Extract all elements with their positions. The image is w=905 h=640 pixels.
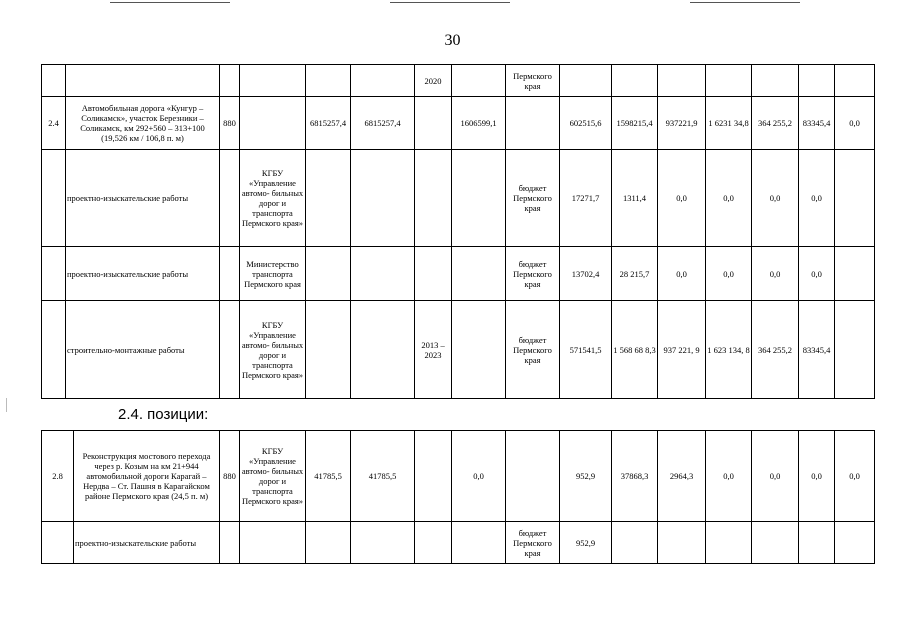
estimated-cost-cell	[306, 522, 351, 564]
year-value-4-cell: 0,0	[706, 150, 752, 247]
executor-cell: КГБУ «Управление автомо- бильных дорог и транспорта Пермского края»	[240, 301, 306, 399]
year-value-6-cell: 0,0	[799, 431, 835, 522]
year-value-2-cell	[612, 65, 658, 97]
row-number-cell: 2.4	[42, 97, 66, 150]
year-value-3-cell: 937221,9	[658, 97, 706, 150]
previous-years-cell	[452, 301, 506, 399]
period-cell: 2020	[415, 65, 452, 97]
total-cost-cell	[351, 522, 415, 564]
year-value-7-cell	[835, 247, 875, 301]
funding-source-cell	[506, 97, 560, 150]
table-row	[42, 431, 875, 522]
year-value-4-cell: 1 6231 34,8	[706, 97, 752, 150]
estimated-cost-cell	[306, 150, 351, 247]
scan-edge-line-left	[110, 2, 230, 3]
estimated-cost-cell	[306, 301, 351, 399]
year-value-2-cell: 1311,4	[612, 150, 658, 247]
period-cell	[415, 431, 452, 522]
executor-cell: КГБУ «Управление автомо- бильных дорог и транспорта Пермского края»	[240, 431, 306, 522]
object-name-cell: проектно-изыскательские работы	[66, 150, 220, 247]
year-value-5-cell	[752, 65, 799, 97]
code-cell: 880	[220, 97, 240, 150]
funding-source-cell: Пермского края	[506, 65, 560, 97]
previous-years-cell	[452, 522, 506, 564]
code-cell	[220, 65, 240, 97]
year-value-4-cell: 0,0	[706, 247, 752, 301]
year-value-4-cell	[706, 522, 752, 564]
code-cell	[220, 150, 240, 247]
funding-source-cell: бюджет Пермского края	[506, 150, 560, 247]
year-value-5-cell: 364 255,2	[752, 97, 799, 150]
funding-source-cell	[506, 431, 560, 522]
estimated-cost-cell: 6815257,4	[306, 97, 351, 150]
table-row	[42, 150, 875, 247]
code-cell	[220, 247, 240, 301]
previous-years-cell	[452, 150, 506, 247]
year-value-5-cell: 0,0	[752, 150, 799, 247]
estimated-cost-cell	[306, 65, 351, 97]
year-value-3-cell: 937 221, 9	[658, 301, 706, 399]
object-name-cell: проектно-изыскательские работы	[74, 522, 220, 564]
executor-cell	[240, 97, 306, 150]
year-value-4-cell: 1 623 134, 8	[706, 301, 752, 399]
year-value-3-cell	[658, 522, 706, 564]
table-row	[42, 301, 875, 399]
year-value-3-cell: 2964,3	[658, 431, 706, 522]
budget-table-continued	[41, 64, 875, 399]
row-number-cell	[42, 150, 66, 247]
total-cost-cell	[351, 150, 415, 247]
previous-years-cell	[452, 65, 506, 97]
funding-source-cell: бюджет Пермского края	[506, 301, 560, 399]
estimated-cost-cell	[306, 247, 351, 301]
object-name-cell: Реконструкция мостового перехода через р. Козым на км 21+944 автомобильной дороги Карагай – Нердва – Ст. Пашня в Карагайском районе Пермского края (24,5 п. м)	[74, 431, 220, 522]
row-number-cell	[42, 522, 74, 564]
table-row	[42, 97, 875, 150]
year-value-6-cell: 83345,4	[799, 97, 835, 150]
total-cost-cell	[351, 247, 415, 301]
total-cost-cell	[351, 301, 415, 399]
total-cost-cell	[351, 65, 415, 97]
object-name-cell: проектно-изыскательские работы	[66, 247, 220, 301]
year-value-5-cell: 0,0	[752, 431, 799, 522]
previous-years-cell: 1606599,1	[452, 97, 506, 150]
section-heading: 2.4. позиции:	[118, 406, 209, 423]
object-name-cell	[66, 65, 220, 97]
object-name-cell: Автомобильная дорога «Кунгур – Соликамск», участок Березники – Соликамск, км 292+560 – 313+100 (19,526 км / 106,8 п. м)	[66, 97, 220, 150]
positions-table	[41, 430, 875, 564]
object-name-cell: строительно-монтажные работы	[66, 301, 220, 399]
code-cell: 880	[220, 431, 240, 522]
row-number-cell	[42, 65, 66, 97]
year-value-3-cell: 0,0	[658, 247, 706, 301]
year-value-2-cell	[612, 522, 658, 564]
previous-years-cell: 0,0	[452, 431, 506, 522]
year-value-7-cell: 0,0	[835, 97, 875, 150]
year-value-5-cell: 0,0	[752, 247, 799, 301]
year-value-5-cell: 364 255,2	[752, 301, 799, 399]
year-value-6-cell: 83345,4	[799, 301, 835, 399]
year-value-6-cell: 0,0	[799, 150, 835, 247]
year-value-2-cell: 28 215,7	[612, 247, 658, 301]
year-value-2-cell: 1598215,4	[612, 97, 658, 150]
row-number-cell	[42, 247, 66, 301]
year-value-5-cell	[752, 522, 799, 564]
code-cell	[220, 301, 240, 399]
year-value-7-cell	[835, 150, 875, 247]
year-value-1-cell: 602515,6	[560, 97, 612, 150]
executor-cell: Министерство транспорта Пермского края	[240, 247, 306, 301]
table-row	[42, 522, 875, 564]
estimated-cost-cell: 41785,5	[306, 431, 351, 522]
table-row	[42, 247, 875, 301]
code-cell	[220, 522, 240, 564]
year-value-7-cell	[835, 522, 875, 564]
period-cell	[415, 247, 452, 301]
period-cell	[415, 150, 452, 247]
scan-edge-line-right	[690, 2, 800, 3]
year-value-6-cell: 0,0	[799, 247, 835, 301]
year-value-1-cell: 571541,5	[560, 301, 612, 399]
year-value-1-cell: 952,9	[560, 522, 612, 564]
year-value-2-cell: 1 568 68 8,3	[612, 301, 658, 399]
period-cell: 2013 – 2023	[415, 301, 452, 399]
year-value-1-cell: 952,9	[560, 431, 612, 522]
page-number: 30	[444, 32, 461, 49]
table-row	[42, 65, 875, 97]
scan-margin-mark	[6, 398, 7, 412]
year-value-1-cell	[560, 65, 612, 97]
year-value-1-cell: 13702,4	[560, 247, 612, 301]
row-number-cell: 2.8	[42, 431, 74, 522]
executor-cell: КГБУ «Управление автомо- бильных дорог и транспорта Пермского края»	[240, 150, 306, 247]
total-cost-cell: 41785,5	[351, 431, 415, 522]
executor-cell	[240, 522, 306, 564]
year-value-2-cell: 37868,3	[612, 431, 658, 522]
year-value-7-cell	[835, 301, 875, 399]
scan-edge-line-center	[390, 2, 510, 3]
total-cost-cell: 6815257,4	[351, 97, 415, 150]
row-number-cell	[42, 301, 66, 399]
year-value-7-cell: 0,0	[835, 431, 875, 522]
period-cell	[415, 522, 452, 564]
year-value-1-cell: 17271,7	[560, 150, 612, 247]
year-value-3-cell	[658, 65, 706, 97]
funding-source-cell: бюджет Пермского края	[506, 522, 560, 564]
year-value-3-cell: 0,0	[658, 150, 706, 247]
funding-source-cell: бюджет Пермского края	[506, 247, 560, 301]
year-value-6-cell	[799, 522, 835, 564]
period-cell	[415, 97, 452, 150]
executor-cell	[240, 65, 306, 97]
previous-years-cell	[452, 247, 506, 301]
year-value-6-cell	[799, 65, 835, 97]
year-value-4-cell	[706, 65, 752, 97]
year-value-7-cell	[835, 65, 875, 97]
year-value-4-cell: 0,0	[706, 431, 752, 522]
